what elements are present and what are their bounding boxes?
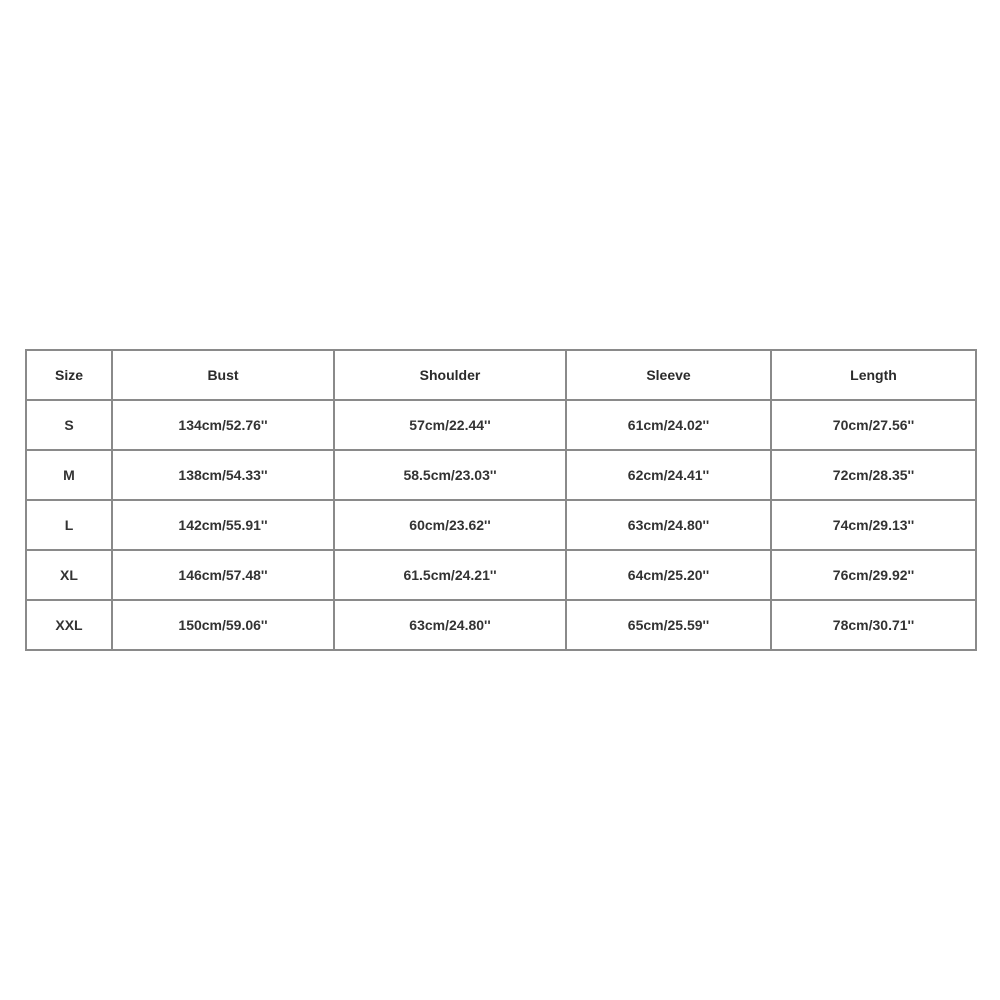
header-length: Length xyxy=(772,351,977,401)
shoulder-cell: 57cm/22.44'' xyxy=(335,401,567,451)
table-row xyxy=(27,501,977,551)
sleeve-cell: 61cm/24.02'' xyxy=(567,401,772,451)
shoulder-cell: 61.5cm/24.21'' xyxy=(335,551,567,601)
length-cell: 72cm/28.35'' xyxy=(772,451,977,501)
table-row xyxy=(27,451,977,501)
size-cell: S xyxy=(27,401,113,451)
size-cell: L xyxy=(27,501,113,551)
header-shoulder: Shoulder xyxy=(335,351,567,401)
shoulder-cell: 63cm/24.80'' xyxy=(335,601,567,651)
bust-cell: 142cm/55.91'' xyxy=(113,501,335,551)
shoulder-cell: 58.5cm/23.03'' xyxy=(335,451,567,501)
header-size: Size xyxy=(27,351,113,401)
bust-cell: 150cm/59.06'' xyxy=(113,601,335,651)
table-row xyxy=(27,551,977,601)
header-sleeve: Sleeve xyxy=(567,351,772,401)
bust-cell: 138cm/54.33'' xyxy=(113,451,335,501)
size-cell: XXL xyxy=(27,601,113,651)
bust-cell: 146cm/57.48'' xyxy=(113,551,335,601)
length-cell: 78cm/30.71'' xyxy=(772,601,977,651)
table-row xyxy=(27,401,977,451)
sleeve-cell: 62cm/24.41'' xyxy=(567,451,772,501)
sleeve-cell: 63cm/24.80'' xyxy=(567,501,772,551)
shoulder-cell: 60cm/23.62'' xyxy=(335,501,567,551)
length-cell: 76cm/29.92'' xyxy=(772,551,977,601)
table-row xyxy=(27,601,977,651)
size-chart-table xyxy=(25,349,977,651)
size-cell: M xyxy=(27,451,113,501)
header-bust: Bust xyxy=(113,351,335,401)
header-row xyxy=(27,351,977,401)
size-cell: XL xyxy=(27,551,113,601)
length-cell: 74cm/29.13'' xyxy=(772,501,977,551)
sleeve-cell: 65cm/25.59'' xyxy=(567,601,772,651)
sleeve-cell: 64cm/25.20'' xyxy=(567,551,772,601)
length-cell: 70cm/27.56'' xyxy=(772,401,977,451)
bust-cell: 134cm/52.76'' xyxy=(113,401,335,451)
